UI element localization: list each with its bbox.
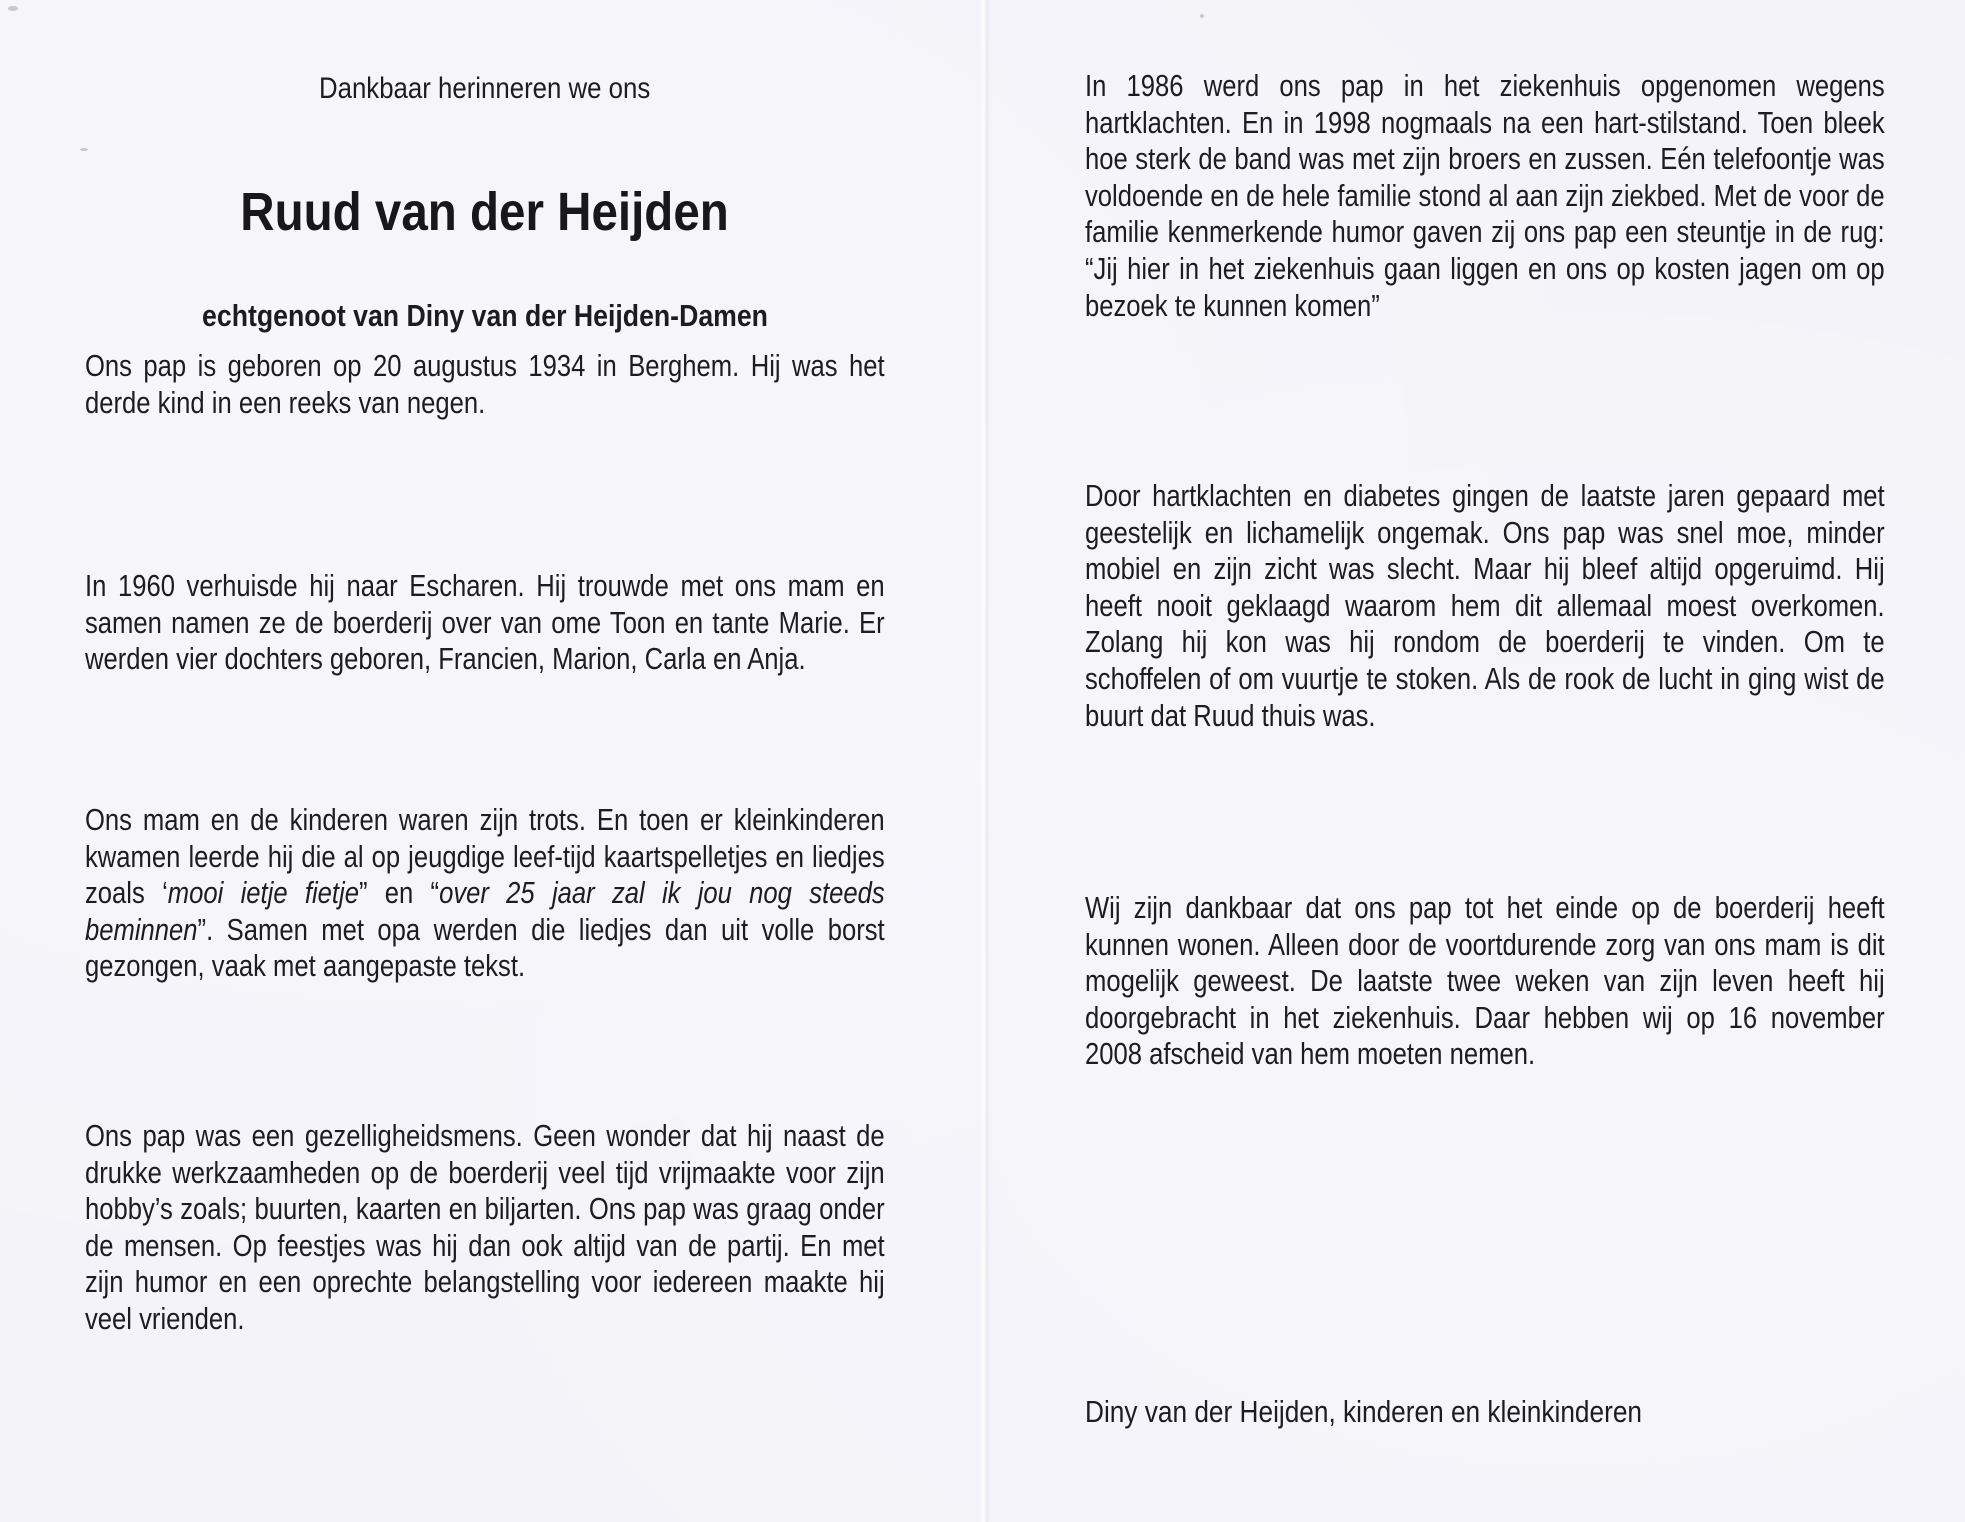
center-fold-line <box>980 0 990 1522</box>
spouse-line-text: echtgenoot van Diny van der Heijden-Damen <box>202 298 768 333</box>
paragraph-text-part: Ons mam en de kinderen waren zijn trots. En toen er kleinkinderen kwamen leerde hij die al op jeugdige leef-tijd kaartspelletjes en liedjes zoals ‘ <box>85 803 885 911</box>
paragraph-hobbies <box>85 1118 885 1338</box>
paragraph-text: In 1960 verhuisde hij naar Escharen. Hij trouwde met ons mam en samen namen ze de boerderij over van ome Toon en tante Marie. Er werden vier dochters geboren, Francien, Marion, Carla en Anja. <box>85 569 885 677</box>
paragraph-text-part: ” en “ <box>358 876 440 911</box>
deceased-name-text: Ruud van der Heijden <box>240 182 730 242</box>
spouse-line <box>85 296 885 336</box>
song-title: mooi ietje fietje <box>167 876 359 911</box>
intro-line <box>85 70 885 108</box>
right-page <box>1085 0 1885 1522</box>
paragraph-grandchildren <box>85 802 885 985</box>
paragraph-farewell <box>1085 890 1885 1073</box>
signature-text: Diny van der Heijden, kinderen en kleinkinderen <box>1085 1395 1642 1429</box>
paragraph-text: Wij zijn dankbaar dat ons pap tot het einde op de boerderij heeft kunnen wonen. Alleen door de voortdurende zorg van ons mam is dit mogelijk geweest. De laatste twee weken van zijn leven heeft hij doorgebracht in het ziekenhuis. Daar hebben wij op 16 november 2008 afscheid van hem moeten nemen. <box>1085 891 1885 1072</box>
scan-speck <box>8 6 18 11</box>
deceased-name <box>85 180 885 244</box>
paragraph-text-part: ”. Samen met opa werden die liedjes dan uit volle borst gezongen, vaak met aangepaste tekst. <box>85 912 885 984</box>
paragraph-text: Ons pap is geboren op 20 augustus 1934 in Berghem. Hij was het derde kind in een reeks van negen. <box>85 349 885 420</box>
left-page <box>85 0 885 1522</box>
paragraph-text: Door hartklachten en diabetes gingen de laatste jaren gepaard met geestelijk en lichamelijk ongemak. Ons pap was snel moe, minder mobiel en zijn zicht was slecht. Maar hij bleef altijd opgeruimd. Hij heeft nooit geklaagd waarom hem dit allemaal moest overkomen. Zolang hij kon was hij rondom de boerderij te vinden. Om te schoffelen of om vuurtje te stoken. Als de rook de lucht in ging wist de buurt dat Ruud thuis was. <box>1085 479 1885 733</box>
paragraph-text <box>85 802 885 985</box>
family-signature <box>1085 1394 1733 1430</box>
song-title: over 25 jaar zal ik jou nog steeds beminnen <box>85 876 885 947</box>
paragraph-text: Ons pap was een gezelligheidsmens. Geen wonder dat hij naast de drukke werkzaamheden op de boerderij veel tijd vrijmaakte voor zijn hobby’s zoals; buurten, kaarten en biljarten. Ons pap was graag onder de mensen. Op feestjes was hij dan ook altijd van de partij. En met zijn humor en een oprechte belangstelling voor iedereen maakte hij veel vrienden. <box>85 1119 885 1336</box>
paragraph-birth <box>85 348 885 421</box>
paragraph-text: In 1986 werd ons pap in het ziekenhuis opgenomen wegens hartklachten. En in 1998 nogmaals na een hart-stilstand. Toen bleek hoe sterk de band was met zijn broers en zussen. Eén telefoontje was voldoende en de hele familie stond al aan zijn ziekbed. Met de voor de familie kenmerkende humor gaven zij ons pap een steuntje in de rug: “Jij hier in het ziekenhuis gaan liggen en ons op kosten jagen om op bezoek te kunnen komen” <box>1085 69 1885 323</box>
paragraph-hospital <box>1085 68 1885 324</box>
intro-text: Dankbaar herinneren we ons <box>319 72 651 105</box>
paragraph-health <box>1085 478 1885 734</box>
paragraph-marriage <box>85 568 885 678</box>
